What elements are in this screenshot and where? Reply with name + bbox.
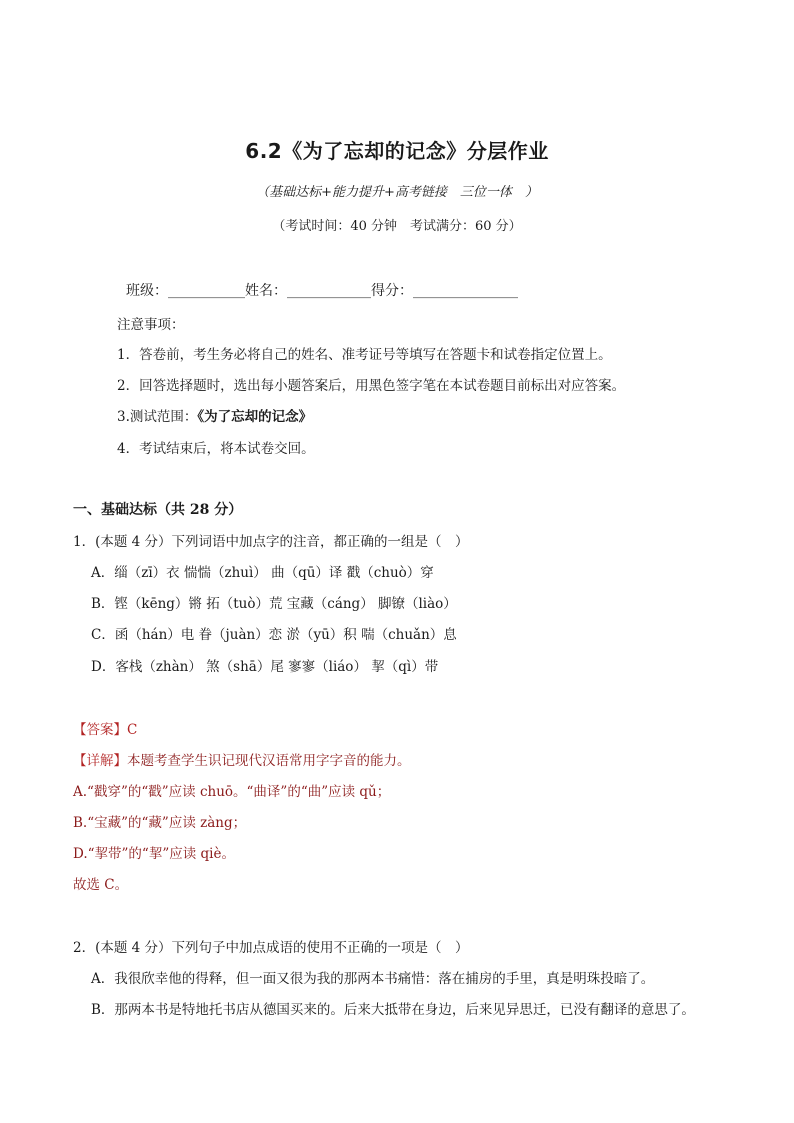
page-title: 6.2《为了忘却的记念》分层作业 xyxy=(245,139,549,163)
q2-stem: 2．(本题 4 分）下列句子中加点成语的使用不正确的一项是（ ） xyxy=(73,940,469,956)
answer-value: C xyxy=(127,722,138,738)
q1-answer xyxy=(73,718,137,738)
q1-option-c: C．函（hán）电 眷（juàn）恋 淤（yū）积 喘（chuǎn）息 xyxy=(91,627,457,643)
class-blank[interactable]: ___________ xyxy=(168,283,245,299)
q2-option-a: A．我很欣幸他的得释，但一面又很为我的那两本书痛惜：落在捕房的手里，真是明珠投暗了。 xyxy=(91,971,655,987)
q1-option-b: B．铿（kēng）锵 拓（tuò）荒 宝藏（cáng） 脚镣（liào） xyxy=(91,596,457,612)
score-blank[interactable]: _______________ xyxy=(413,283,518,299)
notice-heading: 注意事项： xyxy=(117,317,185,333)
notice-item-4: 4．考试结束后，将本试卷交回。 xyxy=(117,441,315,457)
name-blank[interactable]: ____________ xyxy=(287,283,371,299)
test-scope: 《为了忘却的记念》 xyxy=(197,409,313,425)
q1-option-d: D．客栈（zhàn） 煞（shā）尾 寥寥（liáo） 挈（qì）带 xyxy=(91,659,439,675)
detail-text: 本题考查学生识记现代汉语常用字字音的能力。 xyxy=(127,753,411,769)
q1-analysis-a: A.“戳穿”的“戳”应读 chuō。“曲译”的“曲”应读 qǔ； xyxy=(73,784,391,800)
name-label: 姓名： xyxy=(245,283,287,299)
class-label: 班级： xyxy=(126,283,168,299)
q1-option-a: A．缁（zī）衣 惴惴（zhuì） 曲（qū）译 戳（chuò）穿 xyxy=(91,565,434,581)
q1-stem: 1．(本题 4 分）下列词语中加点字的注音，都正确的一组是（ ） xyxy=(73,534,469,550)
q1-detail xyxy=(73,749,411,769)
notice-item-2: 2．回答选择题时，选出每小题答案后，用黑色签字笔在本试卷题目前标出对应答案。 xyxy=(117,378,626,394)
student-info-line xyxy=(126,280,518,300)
answer-tag: 【答案】 xyxy=(73,722,127,738)
subtitle: （基础达标+能力提升+高考链接 三位一体 ） xyxy=(256,185,538,200)
exam-info: （考试时间：40 分钟 考试满分：60 分） xyxy=(272,219,522,234)
notice-item-1: 1．答卷前，考生务必将自己的姓名、准考证号等填写在答题卡和试卷指定位置上。 xyxy=(117,347,612,363)
notice-item-3-label: 3.测试范围： xyxy=(117,409,198,425)
q1-analysis-b: B.“宝藏”的“藏”应读 zàng； xyxy=(73,815,247,831)
detail-tag: 【详解】 xyxy=(73,753,127,769)
q2-option-b: B．那两本书是特地托书店从德国买来的。后来大抵带在身边，后来见异思迁，已没有翻译的意思了。 xyxy=(91,1002,695,1018)
q1-analysis-d: D.“挈带”的“挈”应读 qiè。 xyxy=(73,846,235,862)
section-1-heading: 一、基础达标（共 28 分） xyxy=(73,502,243,518)
q1-conclusion: 故选 C。 xyxy=(73,877,129,893)
score-label: 得分： xyxy=(371,283,413,299)
notice-item-3 xyxy=(117,405,312,425)
